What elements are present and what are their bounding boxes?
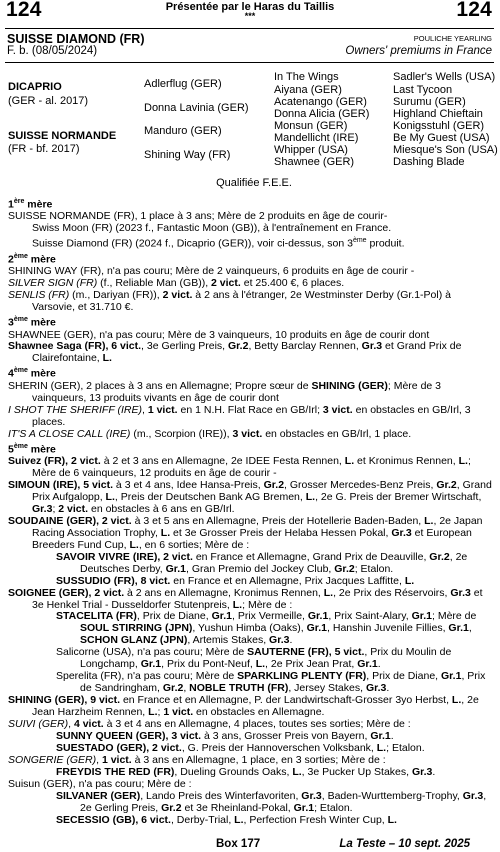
sale-event: La Teste – 10 sept. 2025	[339, 838, 470, 850]
section-heading-4: 4ème mère	[8, 367, 56, 380]
body-paragraph: Suisun (GER), n'a pas couru; Mère de :	[8, 777, 192, 790]
coat-birth: F. b. (08/05/2024)	[7, 45, 98, 57]
pedigree-gen4: Sadler's Wells (USA)	[393, 71, 496, 83]
body-paragraph: SENLIS (FR) (m., Dariyan (FR)), 2 vict. à 2 ans à l'étranger, 2e Westminster Derby (Gr.1-Pol) à Varsovie, et 31.710 €.	[8, 289, 451, 314]
body-paragraph: I SHOT THE SHERIFF (IRE), 1 vict. en 1 N.H. Flat Race en GB/Irl; 3 vict. en obstacles en GB/Irl, 3 places.	[8, 403, 471, 428]
body-paragraph: SIMOUN (IRE), 5 vict. à 3 et 4 ans, Idee Hansa-Preis, Gr.2, Grosser Mercedes-Benz Preis, Gr.2, Grand Prix Aufgalopp, L., Preis der Deutschen Bank AG Bremen, L., 2e G. Preis der Bremer Wirtschaft, Gr.3; 2 vict. en obstacles à 6 ans en GB/Irl.	[8, 478, 492, 515]
body-paragraph: SHINING (GER), 9 vict. en France et en Allemagne, P. der Landwirtschaft-Grosser 3yo Herbst, L., 2e Jean Harzheim Rennen, L.; 1 vict. en obstacles en Allemagne.	[8, 694, 479, 719]
body-paragraph: SHINING WAY (FR), n'a pas couru; Mère de 2 vainqueurs, 6 produits en âge de courir -	[8, 265, 415, 278]
body-paragraph: IT'S A CLOSE CALL (IRE) (m., Scorpion (IRE)), 3 vict. en obstacles en GB/Irl, 1 place.	[8, 427, 412, 440]
section-heading-5: 5ème mère	[8, 442, 56, 456]
body-paragraph: SAVOIR VIVRE (IRE), 2 vict. en France et Allemagne, Grand Prix de Deauville, Gr.2, 2e Deutsches Derby, Gr.1, Gran Premio del Jockey Club, Gr.2; Etalon.	[56, 550, 468, 575]
pedigree-gen4: Last Tycoon	[393, 84, 453, 96]
body-paragraph: STACELITA (FR), Prix de Diane, Gr.1, Prix Vermeille, Gr.1, Prix Saint-Alary, Gr.1; Mère de SOUL STIRRING (JPN), Yushun Himba (Oaks), Gr.1, Hanshin Juvenile Fillies, Gr.1, SCHON GLANZ (JPN), Artemis Stakes, Gr.3.	[56, 610, 477, 647]
pedigree-gen2: Donna Lavinia (GER)	[144, 102, 249, 114]
body-paragraph: Shawnee Saga (FR), 6 vict., 3e Gerling Preis, Gr.2, Betty Barclay Rennen, Gr.3 et Grand Prix de Clairefontaine, L.	[8, 340, 462, 365]
body-paragraph: FREYDIS THE RED (FR), Dueling Grounds Oaks, L., 3e Pucker Up Stakes, Gr.3.	[56, 765, 436, 778]
qualification: Qualifiée F.E.E.	[216, 177, 292, 189]
pedigree-rule	[5, 62, 494, 63]
pedigree-gen3: Aiyana (GER)	[274, 84, 342, 96]
body-paragraph: SUISSE NORMANDE (FR), 1 place à 3 ans; Mère de 2 produits en âge de courir-	[8, 210, 388, 223]
body-paragraph: SECESSIO (GB), 6 vict., Derby-Trial, L., Perfection Fresh Winter Cup, L.	[56, 813, 397, 826]
box-number: Box 177	[216, 838, 261, 850]
pedigree-gen3: Donna Alicia (GER)	[274, 108, 370, 120]
body-paragraph: Salicorne (USA), n'a pas couru; Mère de SAUTERNE (FR), 5 vict., Prix du Moulin de Longchamp, Gr.1, Prix du Pont-Neuf, L., 2e Prix Jean Prat, Gr.1.	[56, 646, 452, 671]
pedigree-gen3: Monsun (GER)	[274, 120, 348, 132]
pedigree-gen3: Shawnee (GER)	[274, 156, 355, 168]
body-paragraph: SUIVI (GER), 4 vict. à 3 et 4 ans en Allemagne, 4 places, toutes ses sorties; Mère de :	[8, 718, 411, 731]
body-paragraph: SHAWNEE (GER), n'a pas couru; Mère de 3 vainqueurs, 10 produits en âge de courir dont	[8, 328, 430, 341]
pedigree-gen2: Shining Way (FR)	[144, 149, 231, 161]
body-paragraph: Swiss Moon (FR) (2023 f., Fantastic Moon (GB)), à l'entraînement en France.	[32, 222, 392, 235]
lot-number-right: 124	[456, 0, 492, 21]
dam-detail: (FR - bf. 2017)	[8, 143, 80, 155]
horse-category: POULICHE YEARLING	[413, 34, 492, 43]
pedigree-gen3: Mandellicht (IRE)	[274, 132, 359, 144]
body-paragraph: SILVANER (GER), Lando Preis des Winterfavoriten, Gr.3, Baden-Wurttemberg-Trophy, Gr.3, 2e Gerling Preis, Gr.2 et 3e Rheinland-Pokal, Gr.1; Etalon.	[56, 789, 487, 814]
pedigree-gen2: Adlerflug (GER)	[144, 78, 222, 90]
pedigree-gen4: Highland Chieftain	[393, 108, 483, 120]
lot-number-left: 124	[6, 0, 42, 21]
dam-name: SUISSE NORMANDE	[8, 130, 117, 142]
body-paragraph: Sperelita (FR), n'a pas couru; Mère de SPARKLING PLENTY (FR), Prix de Diane, Gr.1, Prix de Sandringham, Gr.2, NOBLE TRUTH (FR), Jersey Stakes, Gr.3.	[56, 670, 486, 695]
top-rule	[5, 28, 494, 29]
header	[0, 0, 500, 28]
body-paragraph: SUESTADO (GER), 2 vict., G. Preis der Hannoverschen Volksbank, L.; Etalon.	[56, 741, 425, 754]
body-paragraph: SHERIN (GER), 2 places à 3 ans en Allemagne; Propre sœur de SHINING (GER); Mère de 3 vainqueurs, 13 produits vivants en âge de courir dont	[8, 379, 442, 404]
pedigree-gen4: Miesque's Son (USA)	[393, 144, 498, 156]
sire-detail: (GER - al. 2017)	[8, 95, 89, 107]
pedigree-gen4: Konigsstuhl (GER)	[393, 120, 485, 132]
pedigree-gen4: Dashing Blade	[393, 156, 465, 168]
body-paragraph: SUSSUDIO (FR), 8 vict. en France et en Allemagne, Prix Jacques Laffitte, L.	[56, 574, 415, 587]
sire-name: DICAPRIO	[8, 81, 62, 93]
stars: ***	[244, 11, 256, 21]
pedigree-gen2: Manduro (GER)	[144, 125, 222, 137]
horse-name: SUISSE DIAMOND (FR)	[7, 32, 145, 46]
body-paragraph: SILVER SIGN (FR) (f., Reliable Man (GB)), 2 vict. et 25.400 €, 6 places.	[8, 277, 345, 290]
body-paragraph: SONGERIE (GER), 1 vict. à 3 ans en Allemagne, 1 place, en 3 sorties; Mère de :	[8, 753, 386, 766]
pedigree-gen4: Be My Guest (USA)	[393, 132, 490, 144]
section-heading-1: 1ère mère	[8, 198, 53, 211]
body-paragraph: SOUDAINE (GER), 2 vict. à 3 et 5 ans en Allemagne, Preis der Hotellerie Baden-Baden, L., 2e Japan Racing Association Trophy, L. et 3e Grosser Preis der Helaba Hessen Pokal, Gr.3 et European Breeders Fund Cup, L., en 6 sorties; Mère de :	[8, 514, 483, 551]
body-paragraph: SOIGNEE (GER), 2 vict. à 2 ans en Allemagne, Kronimus Rennen, L., 2e Prix des Réservoirs, Gr.3 et 3e Henkel Trial - Dusseldorfer Stutenpreis, L.; Mère de :	[8, 586, 483, 611]
pedigree-gen3: Acatenango (GER)	[274, 96, 367, 108]
presented-by: Présentée par le Haras du Taillis	[165, 1, 335, 13]
pedigree-gen4: Surumu (GER)	[393, 96, 466, 108]
body-paragraph: Suivez (FR), 2 vict. à 2 et 3 ans en Allemagne, 2e IDEE Festa Rennen, L. et Kronimus Rennen, L.; Mère de 6 vainqueurs, 12 produits en âge de courir -	[8, 455, 471, 480]
pedigree-gen3: Whipper (USA)	[274, 144, 348, 156]
pedigree-gen3: In The Wings	[274, 71, 339, 83]
catalogue-body	[8, 196, 492, 827]
owners-premiums: Owners' premiums in France	[345, 45, 492, 57]
body-paragraph: Suisse Diamond (FR) (2024 f., Dicaprio (GER)), voir ci-dessus, son 3ème produit.	[32, 237, 405, 250]
section-heading-2: 2ème mère	[8, 252, 56, 266]
body-paragraph: SUNNY QUEEN (GER), 3 vict. à 3 ans, Grosser Preis von Bayern, Gr.1.	[56, 729, 394, 742]
section-heading-3: 3ème mère	[8, 316, 56, 329]
